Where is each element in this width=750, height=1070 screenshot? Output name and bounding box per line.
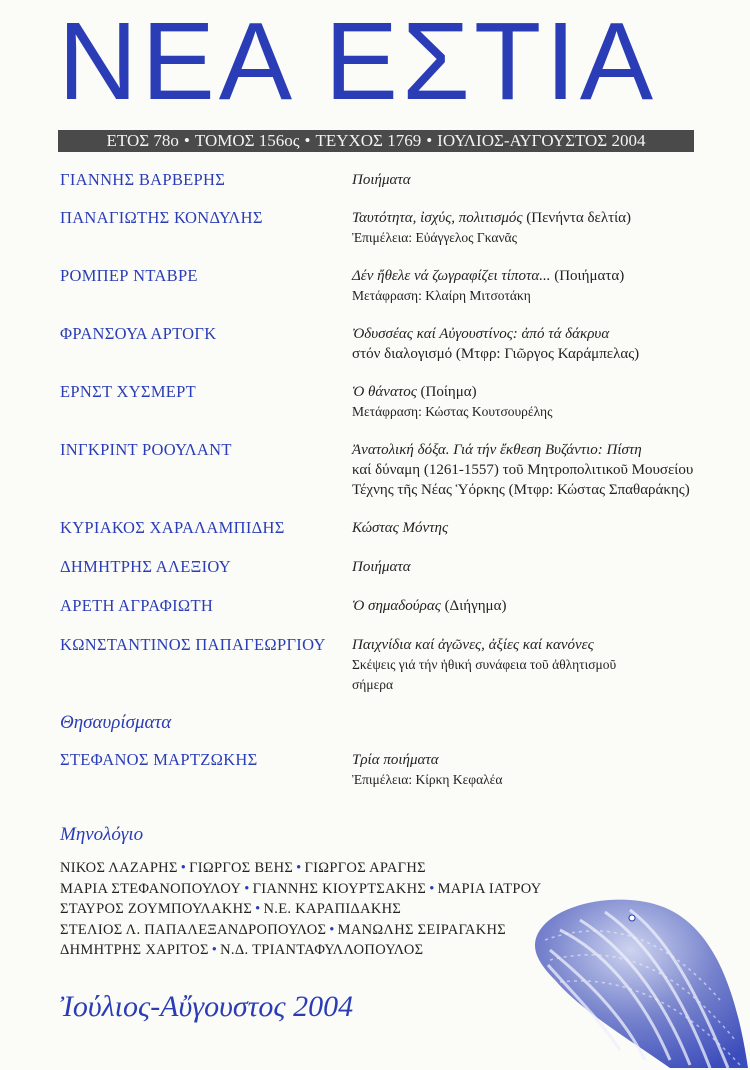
entry-author: ΠΑΝΑΓΙΩΤΗΣ ΚΟΝΔΥΛΗΣ bbox=[60, 208, 263, 227]
entry-line: σήμερα bbox=[352, 677, 394, 692]
separator-dot: • bbox=[180, 860, 187, 876]
entry-author: ΦΡΑΝΣΟΥΑ ΑΡΤΟΓΚ bbox=[60, 324, 217, 343]
issue-year: ΕΤΟΣ 78ο bbox=[106, 131, 179, 150]
entry-line: Τέχνης τῆς Νέας Ὑόρκης (Μτφρ: Κώστας Σπαθαράκης) bbox=[352, 482, 690, 498]
entry-work bbox=[352, 635, 742, 695]
chronicle-row bbox=[60, 858, 580, 879]
entry-work bbox=[352, 750, 742, 790]
entry-title: Ὁ θάνατος bbox=[352, 384, 417, 400]
chronicle-name: ΜΑΝΩΛΗΣ ΣΕΙΡΑΓΑΚΗΣ bbox=[337, 921, 507, 938]
chronicle-row bbox=[60, 879, 580, 900]
chronicle-name: ΣΤΑΥΡΟΣ ΖΟΥΜΠΟΥΛΑΚΗΣ bbox=[60, 901, 253, 917]
entry-work bbox=[352, 518, 742, 538]
entry-line: Σκέψεις γιά τήν ἠθική συνάφεια τοῦ ἀθλητισμοῦ bbox=[352, 657, 617, 672]
entry-title: Τρία ποιήματα bbox=[352, 752, 439, 768]
chronicle-row bbox=[60, 899, 580, 920]
entry-author: ΡΟΜΠΕΡ ΝΤΑΒΡΕ bbox=[60, 266, 198, 285]
chronicle-name: ΓΙΩΡΓΟΣ ΑΡΑΓΗΣ bbox=[304, 860, 426, 876]
entry-work bbox=[352, 382, 742, 422]
entry-title: Δέν ἤθελε νά ζωγραφίζει τίποτα... bbox=[352, 268, 551, 284]
entry-line: καί δύναμη (1261-1557) τοῦ Μητροπολιτικοῦ Μουσείου bbox=[352, 462, 694, 478]
entry-work bbox=[352, 208, 742, 248]
separator-dot: • bbox=[183, 131, 190, 150]
chronicle-name: ΓΙΑΝΝΗΣ ΚΙΟΥΡΤΣΑΚΗΣ bbox=[252, 880, 427, 897]
chronicle-list bbox=[60, 858, 580, 961]
chronicle-name: ΜΑΡΙΑ ΙΑΤΡΟΥ bbox=[437, 880, 542, 897]
separator-dot: • bbox=[329, 921, 335, 938]
entry-author: ΔΗΜΗΤΡΗΣ ΑΛΕΞΙΟΥ bbox=[60, 557, 231, 576]
chronicle-row bbox=[60, 940, 580, 961]
entry-line: Ἐπιμέλεια: Κίρκη Κεφαλέα bbox=[352, 772, 503, 787]
entry-line: Ἐπιμέλεια: Εὐάγγελος Γκανᾶς bbox=[352, 230, 517, 245]
entry-author: ΚΥΡΙΑΚΟΣ ΧΑΡΑΛΑΜΠΙΔΗΣ bbox=[60, 518, 285, 537]
issue-period: ΙΟΥΛΙΟΣ-ΑΥΓΟΥΣΤΟΣ 2004 bbox=[437, 131, 646, 150]
issue-number: ΤΕΥΧΟΣ 1769 bbox=[315, 131, 422, 150]
chronicle-name: Ν.Δ. ΤΡΙΑΝΤΑΦΥΛΛΟΠΟΥΛΟΣ bbox=[220, 942, 424, 958]
entry-title: Ὀδυσσέας καί Αὐγουστίνος: ἀπό τά δάκρυα bbox=[352, 326, 610, 342]
entry-title: Κώστας Μόντης bbox=[352, 520, 449, 536]
issue-date-footer: Ἰούλιος-Αὔγουστος 2004 bbox=[60, 990, 354, 1023]
chronicle-name: Ν.Ε. ΚΑΡΑΠΙΔΑΚΗΣ bbox=[263, 901, 402, 917]
treasures-heading: Θησαυρίσματα bbox=[60, 712, 172, 733]
masthead-title: ΝΕΑ ΕΣΤΙΑ bbox=[58, 0, 658, 123]
chronicle-name: ΜΑΡΙΑ ΣΤΕΦΑΝΟΠΟΥΛΟΥ bbox=[60, 880, 242, 897]
entry-title: Παιχνίδια καί ἀγῶνες, ἀξίες καί κανόνες bbox=[352, 637, 594, 653]
entry-line: Μετάφραση: Κώστας Κουτσουρέλης bbox=[352, 404, 553, 419]
issue-volume: ΤΟΜΟΣ 156ος bbox=[194, 131, 300, 150]
entry-author: ΓΙΑΝΝΗΣ ΒΑΡΒΕΡΗΣ bbox=[60, 170, 226, 189]
separator-dot: • bbox=[426, 131, 433, 150]
entry-title: Ἀνατολική δόξα. Γιά τήν ἔκθεση Βυζάντιο: Πίστη bbox=[352, 442, 642, 458]
issue-info-bar bbox=[58, 130, 694, 152]
separator-dot: • bbox=[244, 880, 250, 897]
seashell-illustration bbox=[520, 890, 750, 1070]
entry-work bbox=[352, 440, 742, 500]
entry-work bbox=[352, 596, 742, 616]
entry-work bbox=[352, 557, 742, 577]
separator-dot: • bbox=[296, 860, 302, 876]
entry-author: ΑΡΕΤΗ ΑΓΡΑΦΙΩΤΗ bbox=[60, 596, 214, 615]
entry-note: (Πενήντα δελτία) bbox=[526, 210, 632, 226]
entry-author: ΕΡΝΣΤ ΧΥΣΜΕΡΤ bbox=[60, 382, 197, 401]
chronicle-row bbox=[60, 920, 580, 941]
entry-title: Ταυτότητα, ἰσχύς, πολιτισμός bbox=[352, 210, 523, 226]
entry-work bbox=[352, 266, 742, 306]
entry-line: στόν διαλογισμό (Μτφρ: Γιῶργος Καράμπελας) bbox=[352, 346, 640, 362]
entry-line: Μετάφραση: Κλαίρη Μιτσοτάκη bbox=[352, 288, 531, 303]
entry-author: ΣΤΕΦΑΝΟΣ ΜΑΡΤΖΩΚΗΣ bbox=[60, 750, 258, 769]
entry-title: Ποιήματα bbox=[352, 559, 411, 575]
separator-dot: • bbox=[255, 901, 261, 917]
entry-work bbox=[352, 170, 742, 190]
separator-dot: • bbox=[304, 131, 311, 150]
chronicle-name: ΓΙΩΡΓΟΣ ΒΕΗΣ bbox=[189, 860, 294, 876]
chronicle-name: ΝΙΚΟΣ ΛΑΖΑΡΗΣ bbox=[60, 860, 178, 876]
chronicle-heading: Μηνολόγιο bbox=[60, 824, 144, 845]
entry-note: (Ποίημα) bbox=[420, 384, 477, 400]
separator-dot: • bbox=[429, 880, 435, 897]
entry-note: (Ποιήματα) bbox=[554, 268, 625, 284]
chronicle-name: ΣΤΕΛΙΟΣ Λ. ΠΑΠΑΛΕΞΑΝΔΡΟΠΟΥΛΟΣ bbox=[60, 921, 327, 938]
entry-note: (Διήγημα) bbox=[444, 598, 507, 614]
entry-work bbox=[352, 324, 742, 364]
separator-dot: • bbox=[211, 942, 218, 958]
entry-title: Ὁ σημαδούρας bbox=[352, 598, 441, 614]
entry-title: Ποιήματα bbox=[352, 172, 411, 188]
chronicle-name: ΔΗΜΗΤΡΗΣ ΧΑΡΙΤΟΣ bbox=[60, 942, 209, 958]
entry-author: ΙΝΓΚΡΙΝΤ ΡΟΟΥΛΑΝΤ bbox=[60, 440, 232, 459]
entry-author: ΚΩΝΣΤΑΝΤΙΝΟΣ ΠΑΠΑΓΕΩΡΓΙΟΥ bbox=[60, 635, 326, 654]
